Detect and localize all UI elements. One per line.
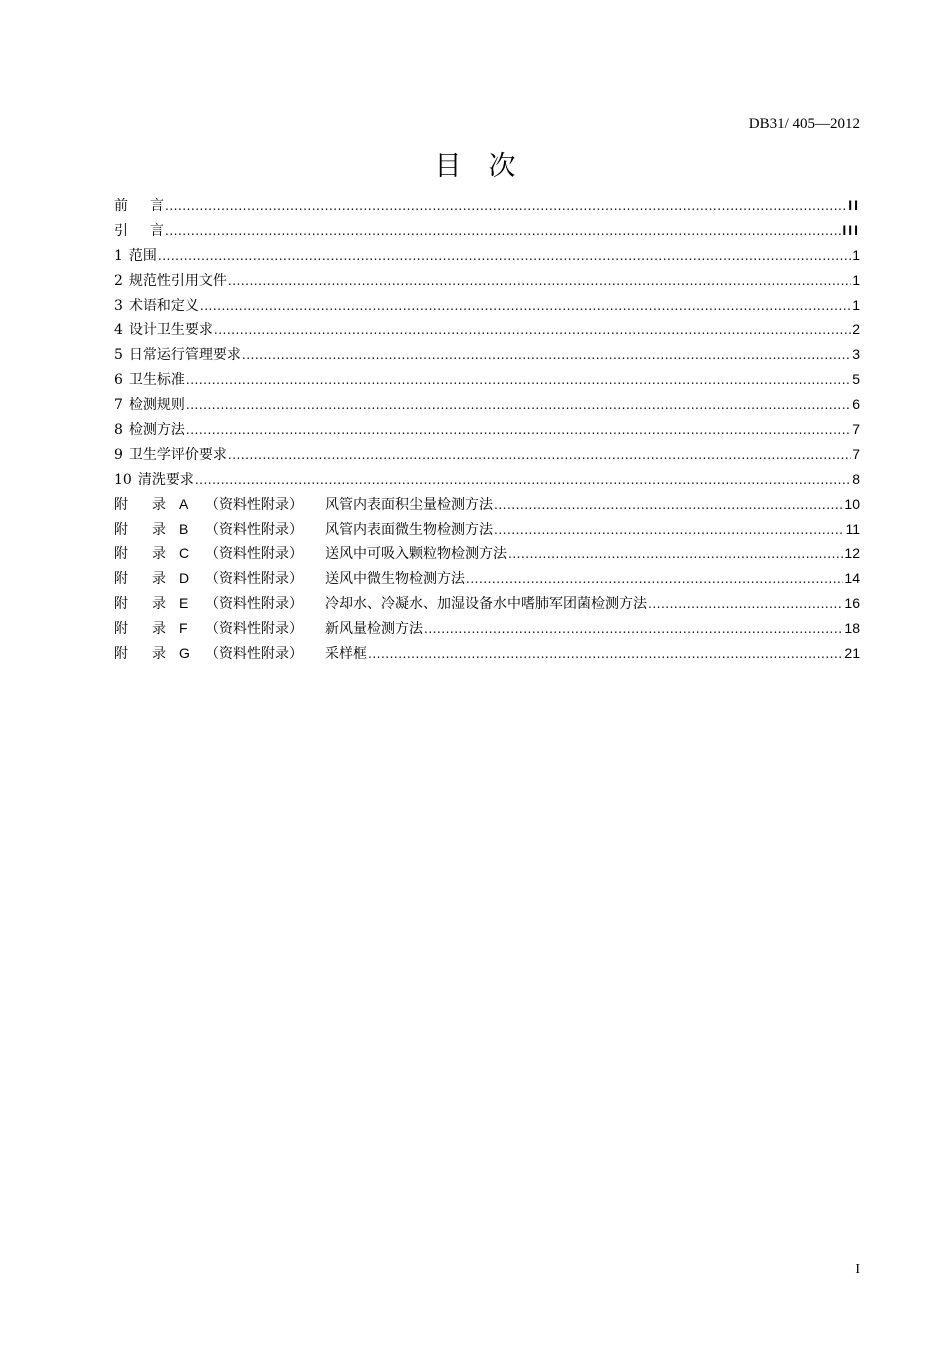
section-title: 检测规则 (128, 397, 185, 414)
appendix-letter: B (179, 520, 189, 537)
appendix-title: 风管内表面微生物检测方法 (325, 521, 493, 538)
appendix-type: （资料性附录） (205, 571, 303, 588)
appendix-word: 附 (114, 496, 128, 513)
toc-page-number: 1 (852, 246, 860, 263)
dot-leader (165, 194, 847, 219)
section-number: 7 (114, 397, 123, 414)
toc-entry-section-9[interactable] (114, 442, 860, 467)
dot-leader (648, 592, 843, 617)
dot-leader (424, 617, 843, 642)
toc-entry-foreword[interactable] (114, 193, 860, 218)
appendix-word: 附 (114, 621, 128, 638)
section-number: 6 (114, 372, 123, 389)
appendix-word: 录 (152, 546, 166, 563)
toc-entry-label (114, 591, 647, 617)
appendix-letter: E (179, 595, 189, 612)
toc-page-number: 12 (844, 545, 860, 562)
section-number: 9 (114, 446, 123, 463)
section-number: 1 (114, 247, 123, 264)
toc-entry-label (114, 616, 423, 642)
toc-entry-appendix-b[interactable] (114, 517, 860, 542)
appendix-word: 录 (152, 521, 166, 538)
toc-page-number: 7 (852, 445, 860, 462)
toc-entry-label (114, 219, 164, 244)
toc-entry-section-5[interactable] (114, 342, 860, 367)
section-number: 4 (114, 322, 123, 339)
section-number: 2 (114, 272, 123, 289)
toc-entry-label (114, 468, 194, 493)
toc-page-number: 8 (852, 470, 860, 487)
toc-entry-section-7[interactable] (114, 392, 860, 417)
toc-entry-char: 前 (114, 198, 128, 214)
toc-entry-label (114, 517, 493, 543)
dot-leader (368, 642, 843, 667)
appendix-type: （资料性附录） (205, 646, 303, 663)
toc-entry-label (114, 393, 185, 418)
toc-entry-section-2[interactable] (114, 268, 860, 293)
toc-entry-introduction[interactable] (114, 218, 860, 243)
toc-page-number: 16 (844, 595, 860, 612)
toc-entry-label (114, 269, 227, 294)
appendix-title: 风管内表面积尘量检测方法 (325, 496, 493, 513)
table-of-contents (114, 193, 860, 666)
appendix-type: （资料性附录） (205, 596, 303, 613)
dot-leader (466, 567, 843, 592)
toc-entry-label (114, 418, 185, 443)
toc-entry-appendix-f[interactable] (114, 616, 860, 641)
appendix-title: 送风中可吸入颗粒物检测方法 (325, 546, 507, 563)
appendix-word: 录 (152, 596, 166, 613)
appendix-word: 录 (152, 621, 166, 638)
dot-leader (186, 368, 851, 393)
toc-entry-section-1[interactable] (114, 243, 860, 268)
dot-leader (195, 468, 851, 493)
section-number: 3 (114, 297, 123, 314)
appendix-word: 附 (114, 596, 128, 613)
appendix-word: 附 (114, 521, 128, 538)
toc-entry-appendix-c[interactable] (114, 541, 860, 566)
toc-entry-label (114, 318, 213, 343)
toc-entry-label (114, 443, 227, 468)
toc-entry-appendix-d[interactable] (114, 566, 860, 591)
toc-page-number: 1 (852, 271, 860, 288)
dot-leader (186, 393, 851, 418)
appendix-word: 附 (114, 571, 128, 588)
toc-entry-char: 引 (114, 222, 128, 239)
toc-entry-section-3[interactable] (114, 293, 860, 318)
toc-entry-label (114, 541, 507, 567)
section-number: 10 (114, 471, 132, 488)
toc-page-number: 1 (852, 296, 860, 313)
appendix-letter: C (179, 545, 190, 562)
toc-entry-label (114, 566, 465, 592)
section-title: 规范性引用文件 (128, 272, 227, 289)
appendix-letter: G (179, 645, 190, 662)
appendix-title: 采样框 (325, 646, 367, 663)
dot-leader (242, 343, 851, 368)
toc-title: 目次 (434, 151, 543, 182)
dot-leader (186, 418, 851, 443)
section-title: 卫生标准 (128, 372, 185, 389)
appendix-word: 录 (152, 571, 166, 588)
toc-entry-label (114, 492, 493, 518)
toc-entry-appendix-a[interactable] (114, 492, 860, 517)
appendix-title: 冷却水、冷凝水、加湿设备水中嗜肺军团菌检测方法 (325, 596, 647, 613)
dot-leader (508, 542, 843, 567)
toc-page-number: 11 (845, 520, 860, 537)
toc-entry-char: 言 (150, 198, 164, 214)
section-title: 设计卫生要求 (128, 322, 213, 339)
toc-entry-appendix-e[interactable] (114, 591, 860, 616)
dot-leader (494, 493, 843, 518)
toc-entry-label (114, 194, 164, 219)
toc-entry-section-6[interactable] (114, 367, 860, 392)
appendix-type: （资料性附录） (205, 496, 303, 513)
dot-leader (214, 318, 851, 343)
toc-entry-char: 言 (150, 222, 164, 239)
section-title: 卫生学评价要求 (128, 446, 227, 463)
appendix-word: 附 (114, 546, 128, 563)
dot-leader (200, 294, 851, 319)
section-title: 术语和定义 (128, 297, 199, 314)
dot-leader (494, 518, 844, 543)
toc-entry-label (114, 294, 199, 319)
appendix-letter: A (179, 495, 189, 512)
section-title: 检测方法 (128, 422, 185, 439)
toc-page-number: 3 (852, 346, 860, 363)
toc-entry-label (114, 244, 157, 269)
toc-page-number: 18 (844, 620, 860, 637)
section-number: 5 (114, 347, 123, 364)
toc-page-number: 6 (852, 396, 860, 413)
appendix-word: 录 (152, 496, 166, 513)
toc-entry-appendix-g[interactable] (114, 641, 860, 666)
document-code: DB31/ 405—2012 (748, 116, 860, 132)
toc-page-number: 21 (844, 645, 860, 662)
appendix-type: （资料性附录） (205, 546, 303, 563)
page-number: I (855, 1262, 860, 1277)
toc-page-number: III (842, 221, 860, 238)
section-title: 范围 (128, 247, 157, 264)
toc-page-number: 5 (852, 371, 860, 388)
appendix-title: 新风量检测方法 (325, 621, 423, 638)
toc-entry-label (114, 641, 367, 667)
appendix-type: （资料性附录） (205, 521, 303, 538)
toc-entry-label (114, 343, 241, 368)
appendix-type: （资料性附录） (205, 621, 303, 638)
toc-entry-section-10[interactable] (114, 467, 860, 492)
toc-page-number: 2 (852, 321, 860, 338)
toc-page-number: 7 (852, 421, 860, 438)
toc-entry-section-4[interactable] (114, 317, 860, 342)
toc-entry-label (114, 368, 185, 393)
appendix-letter: D (179, 570, 190, 587)
section-title: 日常运行管理要求 (128, 347, 241, 364)
toc-page-number: II (848, 197, 860, 213)
toc-page-number: 14 (844, 570, 860, 587)
appendix-title: 送风中微生物检测方法 (325, 571, 465, 588)
dot-leader (158, 244, 851, 269)
toc-page-number: 10 (844, 495, 860, 512)
dot-leader (228, 443, 851, 468)
appendix-letter: F (179, 620, 188, 637)
section-number: 8 (114, 422, 123, 439)
dot-leader (165, 219, 841, 244)
dot-leader (228, 269, 851, 294)
appendix-word: 附 (114, 646, 128, 663)
toc-entry-section-8[interactable] (114, 417, 860, 442)
appendix-word: 录 (152, 646, 166, 663)
section-title: 清洗要求 (137, 471, 194, 488)
